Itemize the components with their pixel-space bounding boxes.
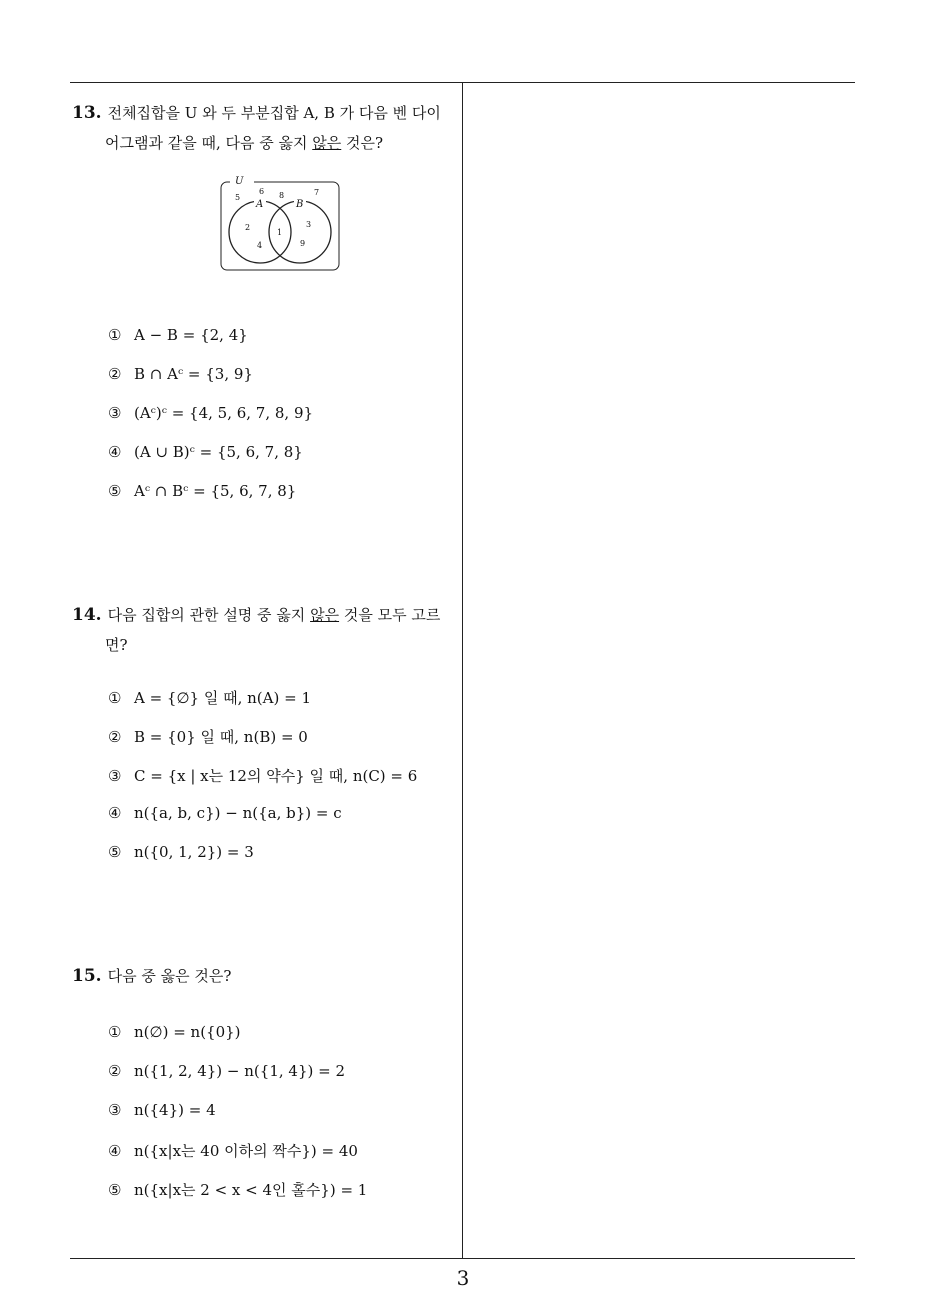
- choice-13-3[interactable]: [108, 404, 313, 422]
- problem-number: 15.: [72, 966, 102, 986]
- bottom-rule: [70, 1258, 855, 1259]
- choice-mark: ②: [108, 728, 122, 746]
- choice-mark: ③: [108, 404, 122, 422]
- problem-13-question: [72, 98, 457, 158]
- question-text: 것은?: [341, 134, 384, 152]
- choice-15-3[interactable]: [108, 1101, 216, 1119]
- underlined-word: 않은: [312, 134, 342, 152]
- choice-mark: ②: [108, 365, 122, 383]
- choice-mark: ②: [108, 1062, 122, 1080]
- venn-diagram: [218, 172, 342, 272]
- outside-element: 7: [314, 188, 320, 197]
- choice-text: A − B = {2, 4}: [134, 326, 248, 344]
- choice-14-1[interactable]: [108, 687, 311, 708]
- choice-13-2[interactable]: [108, 365, 253, 383]
- choice-text: n({4}) = 4: [134, 1101, 216, 1119]
- choice-mark: ⑤: [108, 482, 122, 500]
- choice-mark: ①: [108, 326, 122, 344]
- set-b-label: B: [296, 199, 304, 210]
- question-text: 면?: [105, 636, 128, 654]
- choice-14-3[interactable]: [108, 765, 417, 786]
- choice-text: B = {0} 일 때, n(B) = 0: [134, 728, 308, 746]
- choice-mark: ③: [108, 767, 122, 785]
- universe-label: U: [235, 176, 244, 187]
- choice-14-4[interactable]: [108, 804, 342, 822]
- choice-15-4[interactable]: [108, 1140, 358, 1161]
- choice-14-2[interactable]: [108, 726, 308, 747]
- outside-element: 5: [235, 193, 241, 202]
- problem-number: 13.: [72, 103, 102, 123]
- choice-text: A = {∅} 일 때, n(A) = 1: [134, 689, 311, 707]
- problem-15-question: [72, 961, 457, 991]
- choice-text: B ∩ Aᶜ = {3, 9}: [134, 365, 253, 383]
- problem-15: [72, 961, 457, 991]
- choice-mark: ④: [108, 443, 122, 461]
- page-number: 3: [456, 1266, 470, 1290]
- choice-14-5[interactable]: [108, 843, 254, 861]
- choice-text: n({x|x는 2 < x < 4인 홀수}) = 1: [134, 1181, 368, 1199]
- choice-text: n({x|x는 40 이하의 짝수}) = 40: [134, 1142, 358, 1160]
- choice-mark: ⑤: [108, 843, 122, 861]
- choice-mark: ①: [108, 689, 122, 707]
- set-a-element: 2: [245, 223, 251, 232]
- set-b-element: 3: [306, 220, 312, 229]
- choice-mark: ⑤: [108, 1181, 122, 1199]
- choice-text: (Aᶜ)ᶜ = {4, 5, 6, 7, 8, 9}: [134, 404, 314, 422]
- problem-14-question: [72, 600, 457, 660]
- question-text: 것을 모두 고르: [339, 606, 441, 624]
- intersection-element: 1: [277, 228, 283, 237]
- choice-text: (A ∪ B)ᶜ = {5, 6, 7, 8}: [134, 443, 303, 461]
- choice-mark: ③: [108, 1101, 122, 1119]
- choice-15-2[interactable]: [108, 1062, 345, 1080]
- choice-text: n(∅) = n({0}): [134, 1023, 241, 1041]
- choice-text: Aᶜ ∩ Bᶜ = {5, 6, 7, 8}: [134, 482, 297, 500]
- question-text: 전체집합을 U 와 두 부분집합 A, B 가 다음 벤 다이: [107, 104, 441, 122]
- choice-13-5[interactable]: [108, 482, 296, 500]
- choice-13-1[interactable]: [108, 326, 248, 344]
- question-text: 다음 중 옳은 것은?: [107, 967, 232, 985]
- choice-13-4[interactable]: [108, 443, 303, 461]
- set-b-element: 9: [300, 239, 306, 248]
- column-divider: [462, 83, 463, 1258]
- choice-15-5[interactable]: [108, 1179, 367, 1200]
- choice-text: n({a, b, c}) − n({a, b}) = c: [134, 804, 342, 822]
- set-a-label: A: [256, 199, 264, 210]
- set-a-element: 4: [257, 241, 263, 250]
- problem-14: [72, 600, 457, 660]
- choice-mark: ④: [108, 804, 122, 822]
- outside-element: 8: [279, 191, 285, 200]
- choice-text: n({1, 2, 4}) − n({1, 4}) = 2: [134, 1062, 345, 1080]
- choice-text: n({0, 1, 2}) = 3: [134, 843, 254, 861]
- question-text: 어그램과 같을 때, 다음 중 옳지: [105, 134, 313, 152]
- question-text: 다음 집합의 관한 설명 중 옳지: [107, 606, 311, 624]
- choice-mark: ④: [108, 1142, 122, 1160]
- outside-element: 6: [259, 187, 265, 196]
- choice-text: C = {x | x는 12의 약수} 일 때, n(C) = 6: [134, 767, 418, 785]
- problem-number: 14.: [72, 605, 102, 625]
- underlined-word: 않은: [310, 606, 340, 624]
- choice-15-1[interactable]: [108, 1023, 241, 1041]
- problem-13: [72, 98, 457, 158]
- choice-mark: ①: [108, 1023, 122, 1041]
